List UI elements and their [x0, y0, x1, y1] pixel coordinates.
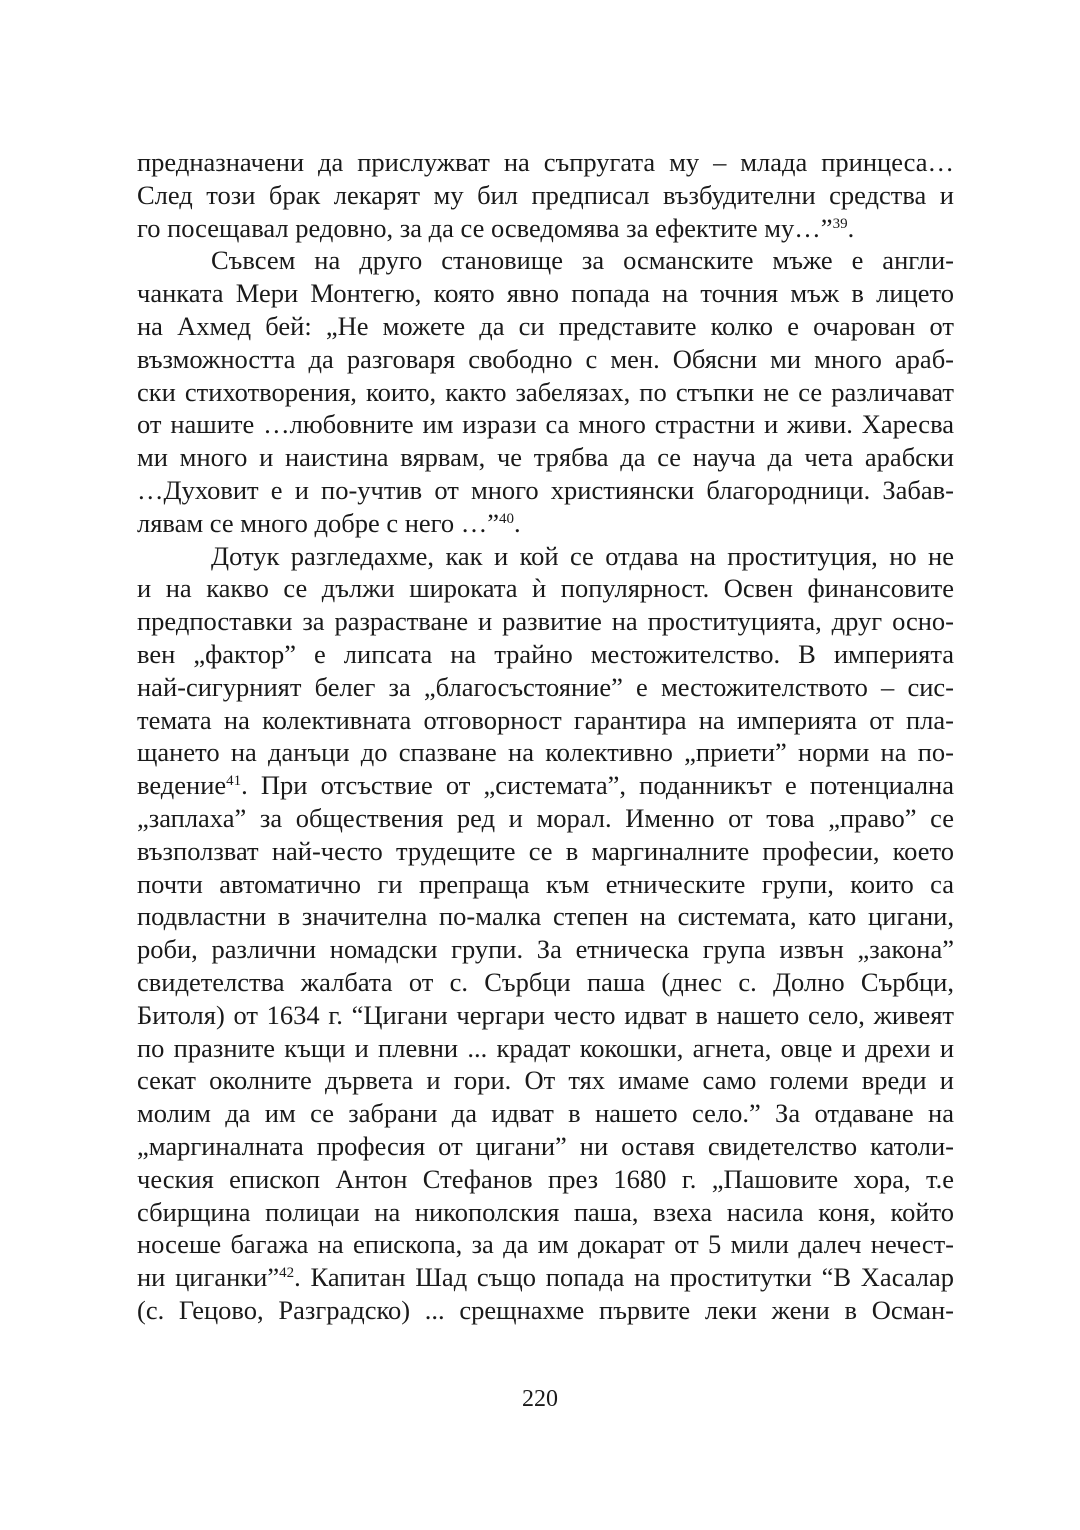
text-line: на Ахмед бей: „Не можете да си представите колко е очарован от: [137, 310, 954, 341]
text-fragment: . Капитан Шад също попада на проститутки “В Хасалар: [294, 1262, 955, 1293]
text-line: предпоставки за разрастване и развитие на проституцията, друг осно-: [137, 606, 954, 637]
text-line: по празните къщи и плевни ... крадат кокошки, агнета, овце и дрехи и: [137, 1032, 954, 1063]
text-line: сбирщина полицаи на никополския паша, взеха насила коня, който: [137, 1196, 954, 1227]
text-line: ми много и наистина вярвам, че трябва да се науча да чета арабски: [137, 442, 954, 473]
paragraph-start: Съвсем на друго становище за османските мъже е англи-: [211, 245, 954, 276]
text-line: темата на колективната отговорност гарантира на империята от пла-: [137, 704, 954, 735]
text-line: възползват най-често трудещите се в маргиналните професии, което: [137, 835, 954, 866]
text-line: носеше багажа на епископа, за да им докарат от 5 мили далеч нечест-: [137, 1229, 954, 1260]
text-line: секат околните дървета и гори. От тях имаме само големи вреди и: [137, 1065, 954, 1096]
text-line: …Духовит е и по-учтив от много християнски благородници. Забав-: [137, 474, 954, 505]
text-line: предназначени да прислужват на съпругата му – млада принцеса…: [137, 147, 954, 177]
text-line: вен „фактор” е липсата на трайно местожителство. В империята: [137, 638, 954, 669]
text-line: подвластни в значителна по-малка степен на системата, като цигани,: [137, 901, 954, 932]
text-line: [137, 212, 954, 245]
text-line: [137, 769, 954, 802]
text-line: възможността да разговаря свободно с мен. Обясни ми много араб-: [137, 343, 954, 374]
text-line: Битоля) от 1634 г. “Цигани чергари често идват в нашето село, живеят: [137, 999, 954, 1030]
text-fragment: лявам се много добре с него …”: [137, 507, 500, 538]
footnote-ref-39[interactable]: 39: [832, 215, 848, 232]
text-line: чанката Мери Монтегю, която явно попада на точния мъж в лицето: [137, 278, 954, 309]
text-line: [137, 507, 954, 540]
text-line: молим да им се забрани да идват в нашето село.” За отдаване на: [137, 1098, 954, 1129]
footnote-ref-42[interactable]: 42: [279, 1265, 295, 1282]
text-line: и на какво се дължи широката ѝ популярност. Освен финансовите: [137, 573, 954, 604]
text-line: щането на данъци до спазване на колективно „приети” норми на по-: [137, 737, 954, 768]
body-text: [137, 146, 954, 1327]
paragraph-start: Дотук разгледахме, как и кой се отдава на проституция, но не: [211, 540, 954, 571]
text-line: от нашите …любовните им изрази са много страстни и живи. Харесва: [137, 409, 954, 440]
text-line: свидетелства жалбата от с. Сърбци паша (днес с. Долно Сърбци,: [137, 966, 954, 997]
text-fragment: ведение: [137, 770, 227, 801]
footnote-ref-41[interactable]: 41: [226, 773, 242, 790]
text-line: почти автоматично ги препраща към етническите групи, които са: [137, 868, 954, 899]
footnote-ref-40[interactable]: 40: [499, 510, 515, 527]
text-line: След този брак лекарят му бил предписал възбудителни средства и: [137, 179, 954, 210]
text-line: роби, различни номадски групи. За етническа група извън „закона”: [137, 934, 954, 965]
text-fragment: го посещавал редовно, за да се осведомява за ефектите му…”: [137, 212, 833, 243]
text-fragment: . При отсъствие от „системата”, поданникът е потенциална: [241, 770, 954, 801]
text-line: [137, 1261, 954, 1294]
text-fragment: .: [847, 212, 855, 243]
text-line: (с. Гецово, Разградско) ... срещнахме първите леки жени в Осман-: [137, 1294, 954, 1325]
text-line: „маргиналната професия от цигани” ни оставя свидетелство католи-: [137, 1130, 954, 1161]
text-fragment: .: [514, 507, 521, 538]
text-line: най-сигурният белег за „благосъстояние” е местожителството – сис-: [137, 671, 954, 702]
text-fragment: ни циганки”: [137, 1262, 280, 1293]
text-line: „заплаха” за обществения ред и морал. Именно от това „право” се: [137, 802, 954, 833]
text-line: ски стихотворения, които, както забелязах, по стъпки не се различават: [137, 376, 954, 407]
text-line: ческия епископ Антон Стефанов през 1680 г. „Пашовите хора, т.е: [137, 1163, 954, 1194]
page-number: 220: [522, 1386, 558, 1412]
